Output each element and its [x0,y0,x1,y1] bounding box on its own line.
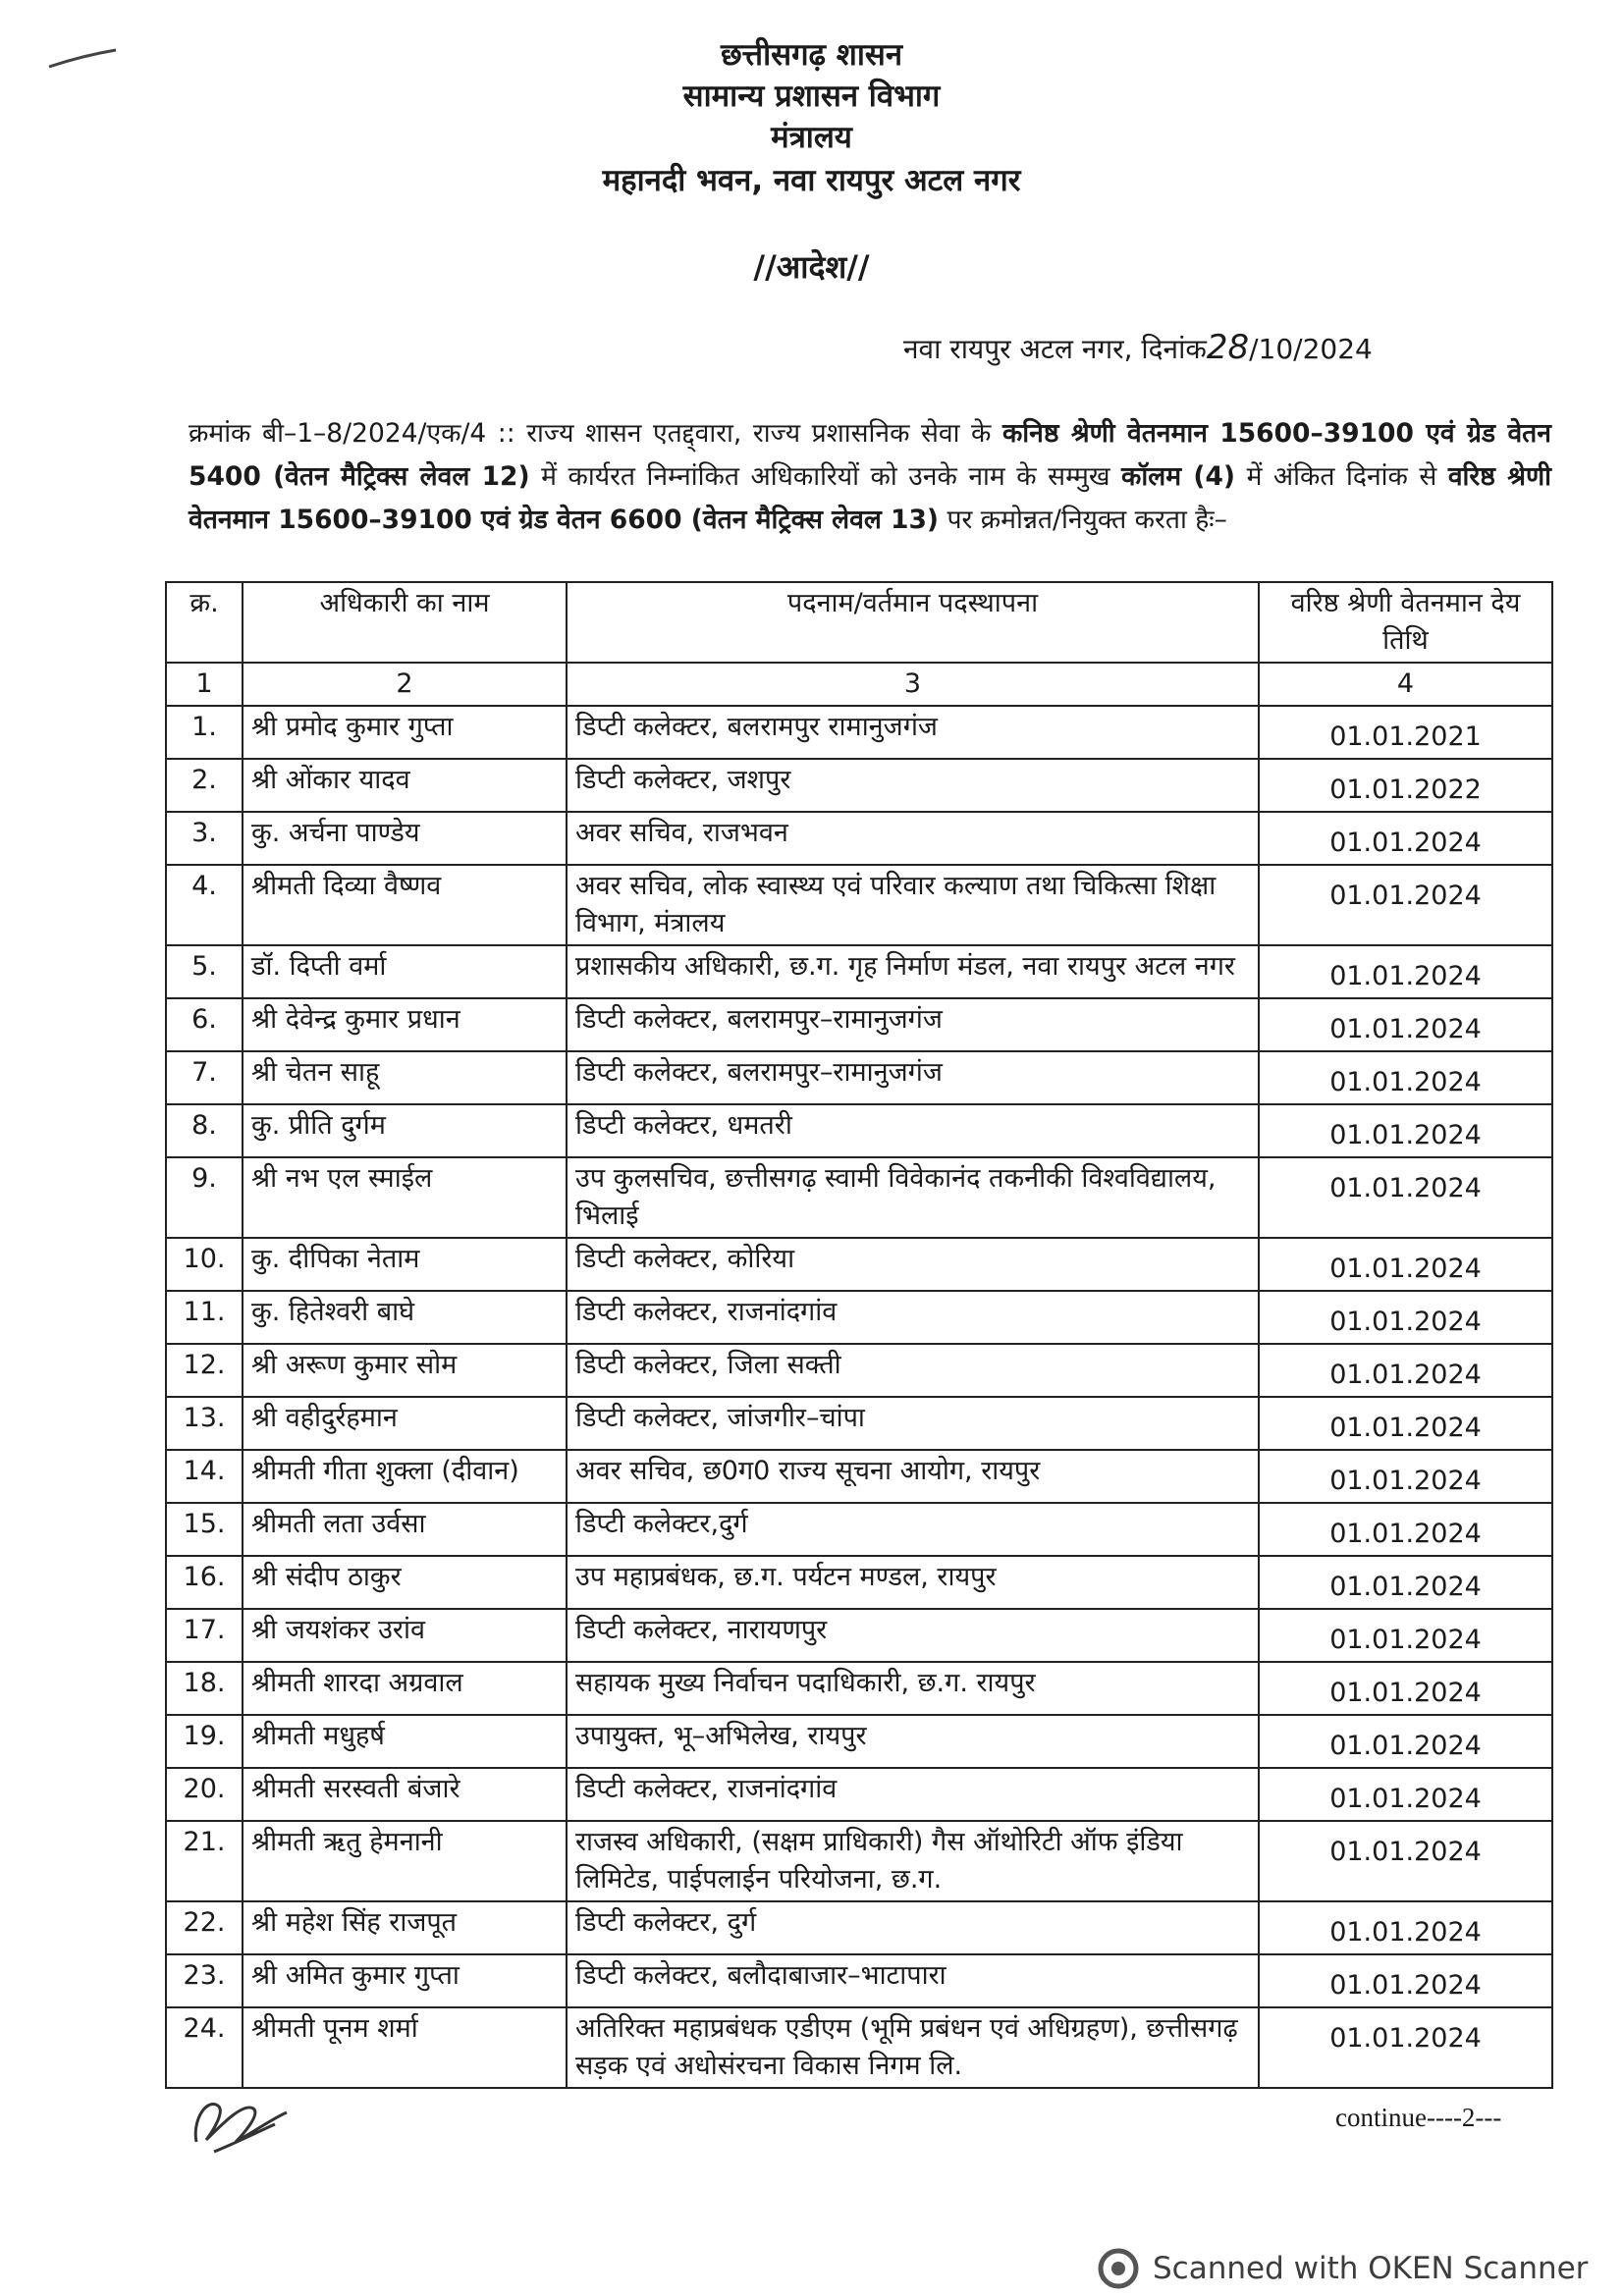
header-department: सामान्य प्रशासन विभाग [682,79,941,114]
col-number-2: 2 [243,663,567,706]
row-serial: 1. [166,706,243,759]
table-row [166,812,1552,865]
row-officer-name: श्रीमती लता उर्वसा [243,1503,567,1556]
row-post: सहायक मुख्य निर्वाचन पदाधिकारी, छ.ग. रायपुर [567,1662,1259,1715]
row-officer-name: श्रीमती सरस्वती बंजारे [243,1768,567,1821]
row-pay-date: 01.01.2024 [1259,1556,1552,1609]
column-number-row [166,663,1552,706]
col-header-post: पदनाम/वर्तमान पदस्थापना [567,582,1259,663]
row-post: डिप्टी कलेक्टर, जांजगीर–चांपा [567,1397,1259,1450]
row-serial: 9. [166,1157,243,1238]
row-officer-name: श्रीमती पूनम शर्मा [243,2007,567,2088]
row-pay-date: 01.01.2024 [1259,945,1552,998]
row-serial: 20. [166,1768,243,1821]
row-officer-name: श्रीमती दिव्या वैष्णव [243,865,567,945]
row-post: डिप्टी कलेक्टर,दुर्ग [567,1503,1259,1556]
row-pay-date: 01.01.2024 [1259,1503,1552,1556]
row-pay-date: 01.01.2024 [1259,1954,1552,2007]
table-row [166,1768,1552,1821]
row-post: डिप्टी कलेक्टर, बलरामपुर–रामानुजगंज [567,1051,1259,1104]
row-post: उप महाप्रबंधक, छ.ग. पर्यटन मण्डल, रायपुर [567,1556,1259,1609]
row-post: डिप्टी कलेक्टर, दुर्ग [567,1901,1259,1954]
col-header-serial: क्र. [166,582,243,663]
table-row [166,2007,1552,2088]
table-row [166,1051,1552,1104]
row-post: उपायुक्त, भू–अभिलेख, रायपुर [567,1715,1259,1768]
table-row [166,998,1552,1051]
row-pay-date: 01.01.2024 [1259,1157,1552,1238]
date-rest: /10/2024 [1249,333,1373,365]
intro-bold-2: कॉलम (4) [1121,461,1236,492]
officers-table [165,581,1553,2089]
col-header-name: अधिकारी का नाम [243,582,567,663]
row-officer-name: श्री महेश सिंह राजपूत [243,1901,567,1954]
row-serial: 13. [166,1397,243,1450]
table-row [166,759,1552,812]
signature-mark [185,2083,293,2162]
row-pay-date: 01.01.2021 [1259,706,1552,759]
table-row [166,1901,1552,1954]
table-row [166,1157,1552,1238]
row-serial: 12. [166,1344,243,1397]
intro-part-4: पर क्रमोन्नत/नियुक्त करता हैः– [939,505,1227,535]
scanner-text: Scanned with OKEN Scanner [1153,2251,1589,2286]
row-serial: 7. [166,1051,243,1104]
row-serial: 18. [166,1662,243,1715]
row-pay-date: 01.01.2024 [1259,1051,1552,1104]
table-row [166,1609,1552,1662]
row-pay-date: 01.01.2024 [1259,1821,1552,1901]
row-post: डिप्टी कलेक्टर, कोरिया [567,1238,1259,1291]
row-serial: 14. [166,1450,243,1503]
row-pay-date: 01.01.2024 [1259,1104,1552,1157]
table-row [166,706,1552,759]
table-row [166,1954,1552,2007]
date-line [903,328,1551,367]
row-post: अवर सचिव, छ0ग0 राज्य सूचना आयोग, रायपुर [567,1450,1259,1503]
date-prefix: नवा रायपुर अटल नगर, दिनांक [903,333,1207,365]
row-serial: 15. [166,1503,243,1556]
row-post: डिप्टी कलेक्टर, बलरामपुर–रामानुजगंज [567,998,1259,1051]
row-officer-name: डॉ. दिप्ती वर्मा [243,945,567,998]
row-serial: 11. [166,1291,243,1344]
row-post: राजस्व अधिकारी, (सक्षम प्राधिकारी) गैस ऑथोरिटी ऑफ इंडिया लिमिटेड, पाईपलाईन परियोजना, छ.ग. [567,1821,1259,1901]
table-row [166,945,1552,998]
row-officer-name: श्री संदीप ठाकुर [243,1556,567,1609]
row-pay-date: 01.01.2024 [1259,2007,1552,2088]
row-serial: 16. [166,1556,243,1609]
row-serial: 3. [166,812,243,865]
row-serial: 23. [166,1954,243,2007]
row-officer-name: कु. प्रीति दुर्गम [243,1104,567,1157]
table-row [166,1662,1552,1715]
col-number-1: 1 [166,663,243,706]
row-officer-name: श्रीमती मधुहर्ष [243,1715,567,1768]
intro-bold-3: वरिष्ठ श्रेणी वेतनमान 15600–39100 एवं ग्रेड वेतन 6600 (वेतन मैट्रिक्स लेवल 13) [189,461,1551,535]
intro-paragraph [189,412,1551,542]
row-serial: 24. [166,2007,243,2088]
header-ministry: मंत्रालय [771,120,852,155]
row-post: अवर सचिव, लोक स्वास्थ्य एवं परिवार कल्याण तथा चिकित्सा शिक्षा विभाग, मंत्रालय [567,865,1259,945]
table-row [166,1556,1552,1609]
row-pay-date: 01.01.2024 [1259,1397,1552,1450]
row-pay-date: 01.01.2024 [1259,1901,1552,1954]
row-officer-name: श्री नभ एल स्माईल [243,1157,567,1238]
row-serial: 8. [166,1104,243,1157]
row-serial: 19. [166,1715,243,1768]
row-serial: 2. [166,759,243,812]
row-officer-name: श्रीमती गीता शुक्ला (दीवान) [243,1450,567,1503]
table-header-row [166,582,1552,663]
row-officer-name: कु. हितेश्वरी बाघे [243,1291,567,1344]
row-officer-name: श्री अमित कुमार गुप्ता [243,1954,567,2007]
table-row [166,1503,1552,1556]
row-officer-name: श्री चेतन साहू [243,1051,567,1104]
row-pay-date: 01.01.2024 [1259,1662,1552,1715]
intro-part-1: क्रमांक बी–1–8/2024/एक/4 :: राज्य शासन एतद्द्वारा, राज्य प्रशासनिक सेवा के [189,418,1002,449]
row-pay-date: 01.01.2024 [1259,1450,1552,1503]
row-officer-name: कु. दीपिका नेताम [243,1238,567,1291]
table-row [166,1291,1552,1344]
table-row [166,1238,1552,1291]
intro-bold-1: कनिष्ठ श्रेणी वेतनमान 15600–39100 एवं ग्रेड वेतन 5400 (वेतन मैट्रिक्स लेवल 12) [189,418,1551,492]
row-officer-name: श्री देवेन्द्र कुमार प्रधान [243,998,567,1051]
row-pay-date: 01.01.2024 [1259,1344,1552,1397]
row-pay-date: 01.01.2024 [1259,812,1552,865]
row-post: डिप्टी कलेक्टर, जशपुर [567,759,1259,812]
header-government: छत्तीसगढ़ शासन [720,37,903,73]
scanner-logo-icon [1098,2248,1139,2289]
row-officer-name: श्री प्रमोद कुमार गुप्ता [243,706,567,759]
row-officer-name: श्री जयशंकर उरांव [243,1609,567,1662]
row-post: डिप्टी कलेक्टर, राजनांदगांव [567,1291,1259,1344]
row-serial: 17. [166,1609,243,1662]
row-pay-date: 01.01.2024 [1259,1768,1552,1821]
row-officer-name: श्री ओंकार यादव [243,759,567,812]
order-title: //आदेश// [753,248,870,286]
table-row [166,1397,1552,1450]
row-officer-name: श्रीमती शारदा अग्रवाल [243,1662,567,1715]
col-number-3: 3 [567,663,1259,706]
intro-part-3: में अंकित दिनांक से [1235,461,1448,492]
row-serial: 10. [166,1238,243,1291]
row-pay-date: 01.01.2024 [1259,1715,1552,1768]
col-header-date: वरिष्ठ श्रेणी वेतनमान देय तिथि [1259,582,1552,663]
row-pay-date: 01.01.2024 [1259,1238,1552,1291]
col-number-4: 4 [1259,663,1552,706]
row-serial: 21. [166,1821,243,1901]
row-serial: 5. [166,945,243,998]
row-post: अवर सचिव, राजभवन [567,812,1259,865]
row-post: अतिरिक्त महाप्रबंधक एडीएम (भूमि प्रबंधन एवं अधिग्रहण), छत्तीसगढ़ सड़क एवं अधोसंरचना विकास निगम लि. [567,2007,1259,2088]
row-post: डिप्टी कलेक्टर, राजनांदगांव [567,1768,1259,1821]
date-handwritten-day: 28 [1206,328,1250,367]
table-row [166,1344,1552,1397]
row-pay-date: 01.01.2024 [1259,865,1552,945]
table-row [166,1450,1552,1503]
row-pay-date: 01.01.2024 [1259,1609,1552,1662]
row-officer-name: श्रीमती ऋतु हेमनानी [243,1821,567,1901]
table-row [166,1104,1552,1157]
row-serial: 6. [166,998,243,1051]
row-serial: 22. [166,1901,243,1954]
row-pay-date: 01.01.2024 [1259,1291,1552,1344]
row-post: प्रशासकीय अधिकारी, छ.ग. गृह निर्माण मंडल, नवा रायपुर अटल नगर [567,945,1259,998]
row-pay-date: 01.01.2024 [1259,998,1552,1051]
table-row [166,1821,1552,1901]
row-officer-name: श्री अरूण कुमार सोम [243,1344,567,1397]
table-row [166,1715,1552,1768]
row-post: डिप्टी कलेक्टर, बलौदाबाजार–भाटापारा [567,1954,1259,2007]
continue-note: continue----2--- [1335,2103,1502,2132]
row-officer-name: श्री वहीदुर्रहमान [243,1397,567,1450]
table-row [166,865,1552,945]
row-post: उप कुलसचिव, छत्तीसगढ़ स्वामी विवेकानंद तकनीकी विश्वविद्यालय, भिलाई [567,1157,1259,1238]
row-post: डिप्टी कलेक्टर, बलरामपुर रामानुजगंज [567,706,1259,759]
row-post: डिप्टी कलेक्टर, नारायणपुर [567,1609,1259,1662]
row-post: डिप्टी कलेक्टर, जिला सक्ती [567,1344,1259,1397]
row-post: डिप्टी कलेक्टर, धमतरी [567,1104,1259,1157]
row-pay-date: 01.01.2022 [1259,759,1552,812]
intro-part-2: में कार्यरत निम्नांकित अधिकारियों को उनके नाम के सम्मुख [529,461,1122,492]
scanner-watermark [1098,2248,1588,2289]
header-address: महानदी भवन, नवा रायपुर अटल नगर [602,163,1021,198]
row-officer-name: कु. अर्चना पाण्डेय [243,812,567,865]
row-serial: 4. [166,865,243,945]
